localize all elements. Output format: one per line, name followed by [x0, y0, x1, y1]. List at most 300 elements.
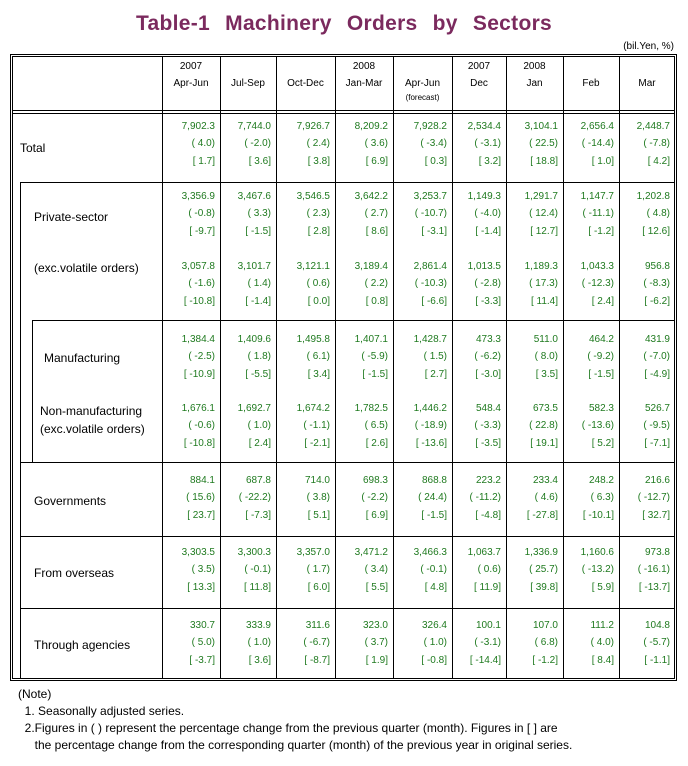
row-label-text: From overseas [34, 566, 115, 580]
cell-pct-yoy: [ 0.3] [424, 155, 447, 167]
cell-pct-prev: ( 6.1) [306, 351, 330, 363]
cell-value: 1,384.4 [181, 334, 215, 345]
table-cell [394, 118, 447, 170]
cell-value: 326.4 [421, 620, 447, 631]
cell-value: 3,467.6 [237, 191, 271, 202]
cell-value: 473.3 [475, 334, 501, 345]
table-cell [277, 472, 330, 524]
table-cell [336, 544, 388, 596]
cell-pct-prev: ( 4.8) [646, 208, 670, 220]
table-cell [507, 118, 558, 170]
column-period: Mar [638, 78, 656, 89]
cell-value: 1,043.3 [580, 261, 614, 272]
row-label [34, 259, 139, 277]
cell-pct-prev: ( -0.1) [244, 564, 271, 576]
cell-pct-prev: ( -9.2) [587, 351, 614, 363]
cell-pct-prev: ( 22.5) [529, 138, 558, 150]
table-cell [277, 544, 330, 596]
table-cell [507, 617, 558, 669]
table-cell [394, 400, 447, 452]
table-cell [564, 400, 614, 452]
cell-value: 1,495.8 [296, 334, 330, 345]
cell-pct-prev: ( -8.3) [643, 278, 670, 290]
cell-value: 2,656.4 [580, 121, 614, 132]
cell-pct-prev: ( 15.6) [186, 492, 215, 504]
header-rule [12, 113, 675, 114]
cell-value: 233.4 [532, 475, 558, 486]
row-label [34, 208, 108, 226]
cell-pct-prev: ( -13.6) [581, 420, 614, 432]
table-cell [620, 331, 670, 383]
cell-value: 698.3 [362, 475, 388, 486]
row-label-text: (exc.volatile orders) [34, 261, 139, 275]
table-cell [221, 544, 271, 596]
cell-value: 1,149.3 [467, 191, 501, 202]
cell-value: 714.0 [304, 475, 330, 486]
cell-pct-prev: ( -13.2) [581, 564, 614, 576]
cell-pct-yoy: [ -5.5] [245, 368, 271, 380]
cell-pct-yoy: [ 11.4] [530, 295, 558, 307]
cell-value: 673.5 [532, 403, 558, 414]
cell-value: 973.8 [644, 547, 670, 558]
cell-pct-prev: ( -12.7) [637, 492, 670, 504]
column-year-spacer [220, 58, 276, 75]
cell-pct-yoy: [ 5.1] [307, 509, 330, 521]
cell-pct-prev: ( -0.1) [420, 564, 447, 576]
table-cell [564, 544, 614, 596]
cell-value: 330.7 [189, 620, 215, 631]
note-2: 2.Figures in ( ) represent the percentage change from the previous quarter (month). Figures in [ ] are [18, 721, 558, 735]
cell-pct-yoy: [ 3.6] [248, 155, 271, 167]
table-cell [453, 258, 501, 310]
cell-pct-prev: ( 22.8) [529, 420, 558, 432]
cell-pct-yoy: [ 1.7] [192, 155, 215, 167]
column-year-spacer [619, 58, 675, 75]
column-year: 2008 [352, 61, 376, 72]
cell-pct-prev: ( 3.5) [191, 564, 215, 576]
section-rule [20, 182, 675, 183]
cell-value: 431.9 [644, 334, 670, 345]
cell-value: 104.8 [644, 620, 670, 631]
cell-pct-prev: ( 1.0) [247, 420, 271, 432]
cell-value: 687.8 [245, 475, 271, 486]
cell-pct-prev: ( -3.1) [474, 637, 501, 649]
table-cell [453, 331, 501, 383]
table-cell [620, 544, 670, 596]
cell-pct-yoy: [ 23.7] [187, 509, 215, 521]
table-cell [277, 118, 330, 170]
cell-value: 3,642.2 [354, 191, 388, 202]
cell-value: 3,471.2 [354, 547, 388, 558]
cell-pct-yoy: [ 8.6] [365, 225, 388, 237]
indent-rule [20, 182, 21, 679]
cell-value: 1,013.5 [467, 261, 501, 272]
notes-heading: (Note) [18, 687, 52, 701]
cell-pct-prev: ( 4.6) [534, 492, 558, 504]
cell-pct-prev: ( -10.7) [414, 208, 447, 220]
cell-pct-prev: ( -18.9) [414, 420, 447, 432]
cell-pct-prev: ( -2.0) [244, 138, 271, 150]
table-cell [564, 472, 614, 524]
cell-value: 1,336.9 [524, 547, 558, 558]
cell-pct-prev: ( -22.2) [238, 492, 271, 504]
table-cell [620, 617, 670, 669]
cell-pct-prev: ( 0.6) [306, 278, 330, 290]
cell-pct-prev: ( 6.3) [590, 492, 614, 504]
cell-pct-yoy: [ -1.5] [588, 368, 614, 380]
cell-pct-prev: ( -2.5) [188, 351, 215, 363]
table-cell [336, 188, 388, 240]
table-cell [507, 472, 558, 524]
column-year-spacer [563, 58, 619, 75]
cell-pct-yoy: [ -14.4] [469, 654, 501, 666]
table-cell [221, 472, 271, 524]
column-period: Jul-Sep [231, 78, 265, 89]
cell-value: 1,428.7 [413, 334, 447, 345]
cell-value: 1,063.7 [467, 547, 501, 558]
cell-pct-yoy: [ 2.4] [248, 437, 271, 449]
table-cell [221, 617, 271, 669]
cell-pct-yoy: [ 39.8] [530, 581, 558, 593]
row-label [34, 492, 106, 510]
cell-pct-yoy: [ 32.7] [642, 509, 670, 521]
cell-pct-prev: ( 0.6) [477, 564, 501, 576]
column-header [506, 58, 563, 92]
note-1: 1. Seasonally adjusted series. [18, 704, 185, 718]
cell-pct-yoy: [ -6.6] [421, 295, 447, 307]
table-cell [620, 118, 670, 170]
row-label-text: Total [20, 141, 46, 155]
column-forecast-note: (forecast) [405, 93, 440, 102]
cell-value: 1,147.7 [580, 191, 614, 202]
cell-pct-prev: ( -11.1) [582, 208, 614, 220]
section-rule [20, 462, 675, 463]
table-cell [394, 258, 447, 310]
table-cell [163, 400, 215, 452]
cell-value: 3,300.3 [237, 547, 271, 558]
cell-pct-yoy: [ 19.1] [530, 437, 558, 449]
table-cell [394, 331, 447, 383]
table-cell [620, 472, 670, 524]
column-header [619, 58, 675, 92]
cell-value: 1,692.7 [237, 403, 271, 414]
cell-pct-yoy: [ 2.6] [365, 437, 388, 449]
cell-pct-prev: ( -3.4) [420, 138, 447, 150]
cell-value: 3,189.4 [354, 261, 388, 272]
cell-value: 3,253.7 [413, 191, 447, 202]
cell-pct-yoy: [ -1.4] [475, 225, 501, 237]
cell-pct-yoy: [ 2.8] [307, 225, 330, 237]
row-label [40, 402, 145, 438]
cell-value: 7,744.0 [237, 121, 271, 132]
cell-pct-yoy: [ 3.6] [248, 654, 271, 666]
column-period: Dec [470, 78, 488, 89]
table-cell [336, 400, 388, 452]
column-period: Apr-Jun [404, 78, 440, 89]
cell-value: 3,356.9 [181, 191, 215, 202]
cell-pct-yoy: [ -3.1] [421, 225, 447, 237]
cell-value: 2,861.4 [413, 261, 447, 272]
cell-pct-prev: ( 4.0) [191, 138, 215, 150]
table-cell [564, 188, 614, 240]
cell-value: 464.2 [588, 334, 614, 345]
cell-value: 216.6 [644, 475, 670, 486]
cell-pct-prev: ( -9.5) [643, 420, 670, 432]
table-cell [336, 331, 388, 383]
cell-pct-yoy: [ 0.8] [365, 295, 388, 307]
cell-pct-yoy: [ -6.2] [644, 295, 670, 307]
cell-value: 323.0 [362, 620, 388, 631]
table-cell [453, 188, 501, 240]
cell-pct-prev: ( 3.7) [364, 637, 388, 649]
table-cell [277, 188, 330, 240]
cell-value: 3,357.0 [296, 547, 330, 558]
cell-pct-prev: ( 1.0) [247, 637, 271, 649]
cell-value: 3,546.5 [296, 191, 330, 202]
cell-pct-prev: ( 2.2) [364, 278, 388, 290]
cell-pct-yoy: [ 5.9] [591, 581, 614, 593]
cell-pct-yoy: [ 2.4] [591, 295, 614, 307]
cell-pct-yoy: [ -1.5] [245, 225, 271, 237]
cell-pct-prev: ( 1.5) [423, 351, 447, 363]
cell-pct-prev: ( -2.8) [474, 278, 501, 290]
row-label-subtext: (exc.volatile orders) [40, 422, 145, 436]
cell-value: 3,101.7 [237, 261, 271, 272]
cell-pct-prev: ( -1.1) [303, 420, 330, 432]
cell-pct-yoy: [ -1.5] [421, 509, 447, 521]
cell-value: 248.2 [588, 475, 614, 486]
cell-pct-yoy: [ -0.8] [421, 654, 447, 666]
table-cell [163, 472, 215, 524]
row-label [20, 139, 45, 157]
cell-pct-yoy: [ -3.0] [475, 368, 501, 380]
cell-value: 333.9 [245, 620, 271, 631]
cell-value: 1,674.2 [296, 403, 330, 414]
section-rule [20, 608, 675, 609]
table-cell [394, 188, 447, 240]
cell-pct-yoy: [ -10.8] [183, 295, 215, 307]
cell-pct-prev: ( 1.8) [247, 351, 271, 363]
cell-pct-yoy: [ 3.8] [307, 155, 330, 167]
cell-pct-yoy: [ 6.0] [307, 581, 330, 593]
cell-pct-prev: ( 1.7) [306, 564, 330, 576]
cell-pct-yoy: [ 3.4] [307, 368, 330, 380]
cell-value: 884.1 [189, 475, 215, 486]
cell-pct-prev: ( 5.0) [191, 637, 215, 649]
column-period: Jan-Mar [345, 78, 383, 89]
cell-pct-prev: ( -14.4) [581, 138, 614, 150]
cell-pct-yoy: [ 6.9] [365, 509, 388, 521]
table-cell [163, 118, 215, 170]
cell-value: 223.2 [475, 475, 501, 486]
table-cell [163, 188, 215, 240]
cell-value: 1,782.5 [354, 403, 388, 414]
cell-value: 311.6 [305, 620, 330, 631]
cell-pct-yoy: [ -13.7] [638, 581, 670, 593]
table-cell [507, 400, 558, 452]
table-cell [163, 617, 215, 669]
cell-pct-prev: ( 6.8) [534, 637, 558, 649]
table-cell [394, 544, 447, 596]
cell-value: 956.8 [644, 261, 670, 272]
cell-pct-prev: ( -11.2) [469, 492, 501, 504]
cell-value: 111.2 [590, 620, 614, 631]
cell-value: 3,121.1 [296, 261, 330, 272]
cell-pct-prev: ( -2.2) [361, 492, 388, 504]
cell-pct-yoy: [ 13.3] [187, 581, 215, 593]
table-cell [163, 331, 215, 383]
cell-value: 582.3 [588, 403, 614, 414]
column-header [276, 58, 335, 92]
cell-pct-prev: ( 3.6) [364, 138, 388, 150]
table-cell [507, 258, 558, 310]
table-cell [394, 472, 447, 524]
cell-pct-prev: ( -4.0) [474, 208, 501, 220]
cell-value: 3,057.8 [181, 261, 215, 272]
cell-pct-prev: ( 4.0) [590, 637, 614, 649]
table-cell [277, 400, 330, 452]
table-cell [507, 331, 558, 383]
table-cell [221, 118, 271, 170]
table-cell [620, 188, 670, 240]
cell-pct-yoy: [ 4.8] [424, 581, 447, 593]
cell-pct-yoy: [ -1.5] [362, 368, 388, 380]
cell-pct-yoy: [ -13.6] [415, 437, 447, 449]
cell-pct-yoy: [ -10.8] [183, 437, 215, 449]
cell-pct-yoy: [ -1.4] [245, 295, 271, 307]
row-label-text: Manufacturing [44, 351, 121, 365]
row-label [34, 636, 130, 654]
cell-value: 3,466.3 [413, 547, 447, 558]
cell-pct-yoy: [ 6.9] [365, 155, 388, 167]
cell-value: 2,448.7 [636, 121, 670, 132]
cell-value: 1,446.2 [413, 403, 447, 414]
cell-pct-yoy: [ 11.9] [473, 581, 501, 593]
cell-pct-yoy: [ 5.2] [591, 437, 614, 449]
row-label [34, 564, 114, 582]
cell-pct-prev: ( -6.7) [303, 637, 330, 649]
cell-pct-prev: ( -3.3) [474, 420, 501, 432]
cell-pct-yoy: [ -1.1] [644, 654, 670, 666]
cell-value: 7,928.2 [413, 121, 447, 132]
cell-pct-yoy: [ 2.7] [424, 368, 447, 380]
cell-pct-yoy: [ -27.8] [526, 509, 558, 521]
cell-pct-prev: ( 8.0) [534, 351, 558, 363]
cell-pct-yoy: [ 12.7] [530, 225, 558, 237]
cell-pct-prev: ( -3.1) [474, 138, 501, 150]
cell-pct-prev: ( -12.3) [581, 278, 614, 290]
table-cell [564, 258, 614, 310]
cell-pct-yoy: [ -3.7] [189, 654, 215, 666]
row-label-text: Non-manufacturing [40, 404, 143, 418]
column-year: 2007 [467, 61, 491, 72]
table-cell [453, 118, 501, 170]
cell-pct-yoy: [ -10.1] [582, 509, 614, 521]
cell-pct-yoy: [ 4.2] [647, 155, 670, 167]
cell-pct-yoy: [ 18.8] [530, 155, 558, 167]
table-cell [453, 400, 501, 452]
table-cell [564, 118, 614, 170]
table-cell [564, 331, 614, 383]
cell-value: 3,303.5 [181, 547, 215, 558]
cell-value: 1,202.8 [636, 191, 670, 202]
cell-value: 2,534.4 [467, 121, 501, 132]
column-year-spacer [276, 58, 335, 75]
column-header [335, 58, 393, 92]
cell-value: 7,926.7 [296, 121, 330, 132]
section-rule [32, 320, 675, 321]
cell-pct-yoy: [ 3.2] [478, 155, 501, 167]
cell-pct-yoy: [ 8.4] [591, 654, 614, 666]
cell-pct-prev: ( 1.0) [423, 637, 447, 649]
column-year: 2007 [179, 61, 203, 72]
cell-pct-yoy: [ -10.9] [183, 368, 215, 380]
note-2-continued: the percentage change from the corresponding quarter (month) of the previous year in original series. [18, 738, 573, 752]
cell-pct-prev: ( -7.8) [643, 138, 670, 150]
cell-value: 526.7 [644, 403, 670, 414]
cell-pct-prev: ( -5.9) [361, 351, 388, 363]
cell-pct-yoy: [ -7.3] [245, 509, 271, 521]
table-cell [163, 258, 215, 310]
cell-pct-yoy: [ 11.8] [243, 581, 271, 593]
cell-pct-prev: ( 3.8) [306, 492, 330, 504]
cell-value: 1,409.6 [237, 334, 271, 345]
cell-pct-yoy: [ 1.9] [365, 654, 388, 666]
column-header [220, 58, 276, 92]
cell-value: 8,209.2 [354, 121, 388, 132]
cell-pct-yoy: [ -3.3] [475, 295, 501, 307]
table-cell [564, 617, 614, 669]
cell-pct-prev: ( 2.7) [364, 208, 388, 220]
column-header [162, 58, 220, 92]
cell-pct-prev: ( -0.6) [188, 420, 215, 432]
table-cell [507, 544, 558, 596]
table-cell [394, 617, 447, 669]
cell-value: 107.0 [532, 620, 558, 631]
cell-value: 1,407.1 [354, 334, 388, 345]
cell-pct-prev: ( -1.6) [188, 278, 215, 290]
row-label [44, 349, 120, 367]
table-cell [336, 617, 388, 669]
table-cell [221, 188, 271, 240]
table-cell [277, 617, 330, 669]
cell-pct-prev: ( 1.4) [247, 278, 271, 290]
cell-value: 1,189.3 [524, 261, 558, 272]
table-title: Table-1 Machinery Orders by Sectors [135, 12, 553, 35]
cell-pct-prev: ( 17.3) [529, 278, 558, 290]
cell-value: 100.1 [475, 620, 501, 631]
table-cell [336, 118, 388, 170]
table-cell [453, 544, 501, 596]
table-cell [336, 472, 388, 524]
cell-value: 868.8 [421, 475, 447, 486]
table-cell [221, 331, 271, 383]
header-rule [12, 110, 675, 111]
column-period: Oct-Dec [287, 78, 324, 89]
row-label-text: Private-sector [34, 210, 109, 224]
cell-pct-yoy: [ -1.2] [532, 654, 558, 666]
row-label-text: Governments [34, 494, 107, 508]
cell-pct-prev: ( 2.3) [306, 208, 330, 220]
cell-value: 548.4 [475, 403, 501, 414]
cell-pct-prev: ( 3.3) [247, 208, 271, 220]
cell-value: 7,902.3 [181, 121, 215, 132]
cell-pct-yoy: [ -4.9] [644, 368, 670, 380]
cell-pct-prev: ( 6.5) [364, 420, 388, 432]
cell-pct-prev: ( 3.4) [364, 564, 388, 576]
table-cell [277, 331, 330, 383]
table-cell [453, 472, 501, 524]
